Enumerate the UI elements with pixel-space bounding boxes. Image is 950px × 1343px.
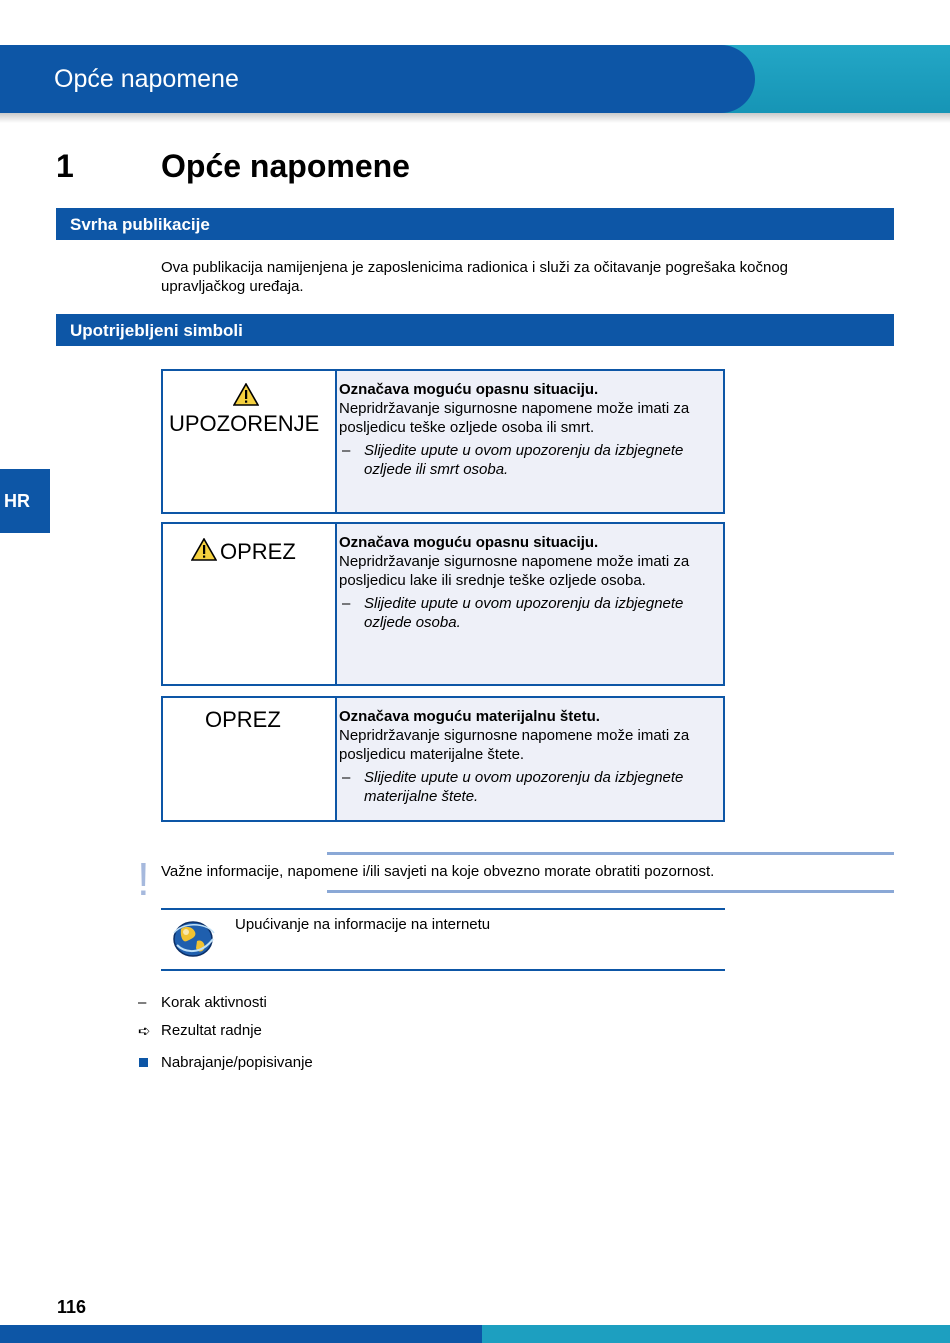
legend-enumeration: Nabrajanje/popisivanje [161,1054,313,1071]
symbol-text: Nepridržavanje sigurnosne napomene može imati za posljedicu lake ili srednje teške ozljede osoba. [339,553,690,589]
symbol-box-caution [161,522,725,686]
legend-result: Rezultat radnje [161,1022,262,1039]
section-bar-symbols [56,314,894,346]
symbol-label: OPREZ [205,707,281,732]
symbol-step [339,594,715,632]
symbol-box-material [161,696,725,822]
legend-activity-step: Korak aktivnosti [161,994,267,1011]
note-text: Važne informacije, napomene i/ili savjeti na koje obvezno morate obratiti pozornost. [161,863,718,880]
square-bullet-icon [139,1058,148,1067]
web-text: Upućivanje na informacije na internetu [235,916,491,933]
section-title-symbols: Upotrijebljeni simboli [70,321,243,340]
symbol-heading: Označava moguću opasnu situaciju. [339,381,599,398]
symbol-text: Nepridržavanje sigurnosne napomene može imati za posljedicu materijalne štete. [339,727,690,763]
globe-icon [171,919,217,959]
header-shadow [0,113,950,123]
warning-triangle-icon [191,538,217,561]
symbol-step-text: Slijedite upute u ovom upozorenju da izbjegnete ozljede osoba. [364,595,684,631]
header-band [0,45,950,115]
symbol-label-cell [163,698,337,820]
symbol-label-cell [163,524,337,684]
symbol-description [339,380,715,479]
symbol-step [339,441,715,479]
section-bar-purpose [56,208,894,240]
symbol-step [339,768,715,806]
header-title: Opće napomene [54,65,239,93]
warning-triangle-icon [233,383,259,406]
symbol-step-text: Slijedite upute u ovom upozorenju da izbjegnete materijalne štete. [364,769,684,805]
language-tab [0,469,50,533]
purpose-text: Ova publikacija namijenjena je zaposlenicima radionica i služi za očitavanje pogrešaka kočnog upravljačkog uređaja. [161,259,789,295]
symbol-label: UPOZORENJE [169,411,320,436]
footer-teal-stripe [482,1325,950,1343]
note-line-top [327,852,894,855]
symbol-label: OPREZ [220,539,296,564]
symbol-text: Nepridržavanje sigurnosne napomene može imati za posljedicu teške ozljede osoba ili smrt. [339,400,690,436]
symbol-box-warning [161,369,725,514]
chapter-title: Opće napomene [161,148,410,184]
activity-step-dash: – [138,994,147,1011]
web-line-top [161,908,725,910]
symbol-description [339,533,715,632]
chapter-number: 1 [56,148,74,184]
section-title-purpose: Svrha publikacije [70,215,210,234]
symbol-step-text: Slijedite upute u ovom upozorenju da izbjegnete ozljede ili smrt osoba. [364,442,684,478]
symbol-label-cell [163,371,337,512]
exclamation-icon: ! [137,853,150,905]
footer-blue-stripe [0,1325,482,1343]
step-dash: – [342,442,351,459]
note-line-bottom [327,890,894,893]
symbol-heading: Označava moguću materijalnu štetu. [339,708,600,725]
symbol-heading: Označava moguću opasnu situaciju. [339,534,599,551]
step-dash: – [342,595,351,612]
web-line-bottom [161,969,725,971]
language-tab-label: HR [4,491,30,511]
result-arrow-icon: ➪ [138,1023,151,1040]
page-number: 116 [57,1297,87,1317]
symbol-description [339,707,715,806]
step-dash: – [342,769,351,786]
